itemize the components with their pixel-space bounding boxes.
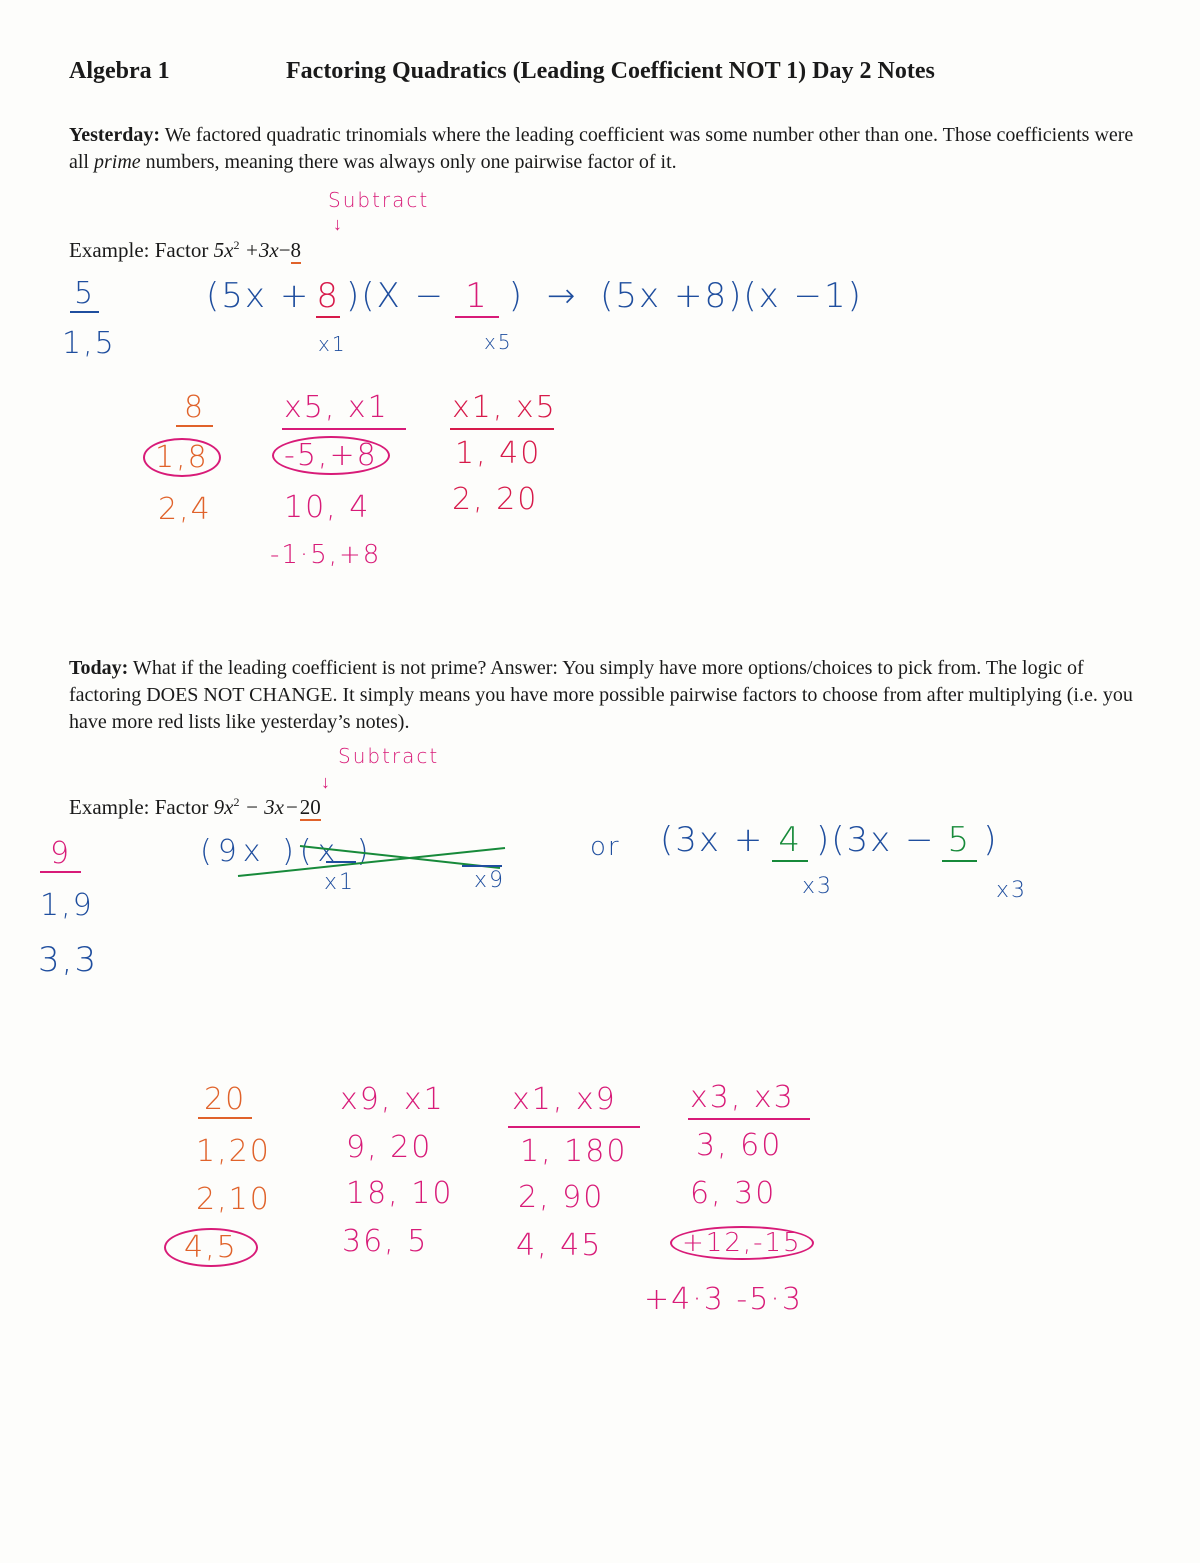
ex1-col-a-row-2: 10, 4 <box>284 490 371 525</box>
arrow-right-icon: → <box>546 276 578 316</box>
ex1-const-head: 8 <box>176 390 213 427</box>
ex2-leading-coef: 9 <box>40 836 81 873</box>
ex2-or: or <box>590 832 621 862</box>
ex1-const-row-2: 2,4 <box>158 492 212 527</box>
ex1-const-row-1: 1,8 <box>143 440 221 475</box>
ex2-crossed-setup: (9x )(x ) <box>200 834 375 869</box>
course-name: Algebra 1 <box>69 58 170 84</box>
ex1-leading-factors: 1,5 <box>62 326 116 361</box>
ex1-mult-1: x1 <box>318 332 347 356</box>
example-1-constant: 8 <box>290 238 302 262</box>
ex2-const-head: 20 <box>198 1082 252 1119</box>
ex1-setup-close: ) <box>508 276 524 316</box>
subtract-note-1: Subtract <box>328 188 430 212</box>
today-label: Today: <box>69 657 129 679</box>
ex1-setup-const1: 8 <box>316 276 340 316</box>
example-2-minus: − <box>285 795 298 819</box>
ex1-mult-2: x5 <box>484 330 513 354</box>
down-arrow-icon: ↓ <box>321 772 330 792</box>
ex2-col-a-row-3: 36, 5 <box>342 1224 429 1259</box>
ex2-alt-close: ) <box>983 820 999 860</box>
ex2-col-a-row-1: 9, 20 <box>346 1130 433 1165</box>
subtract-note-2: Subtract <box>338 744 440 768</box>
ex2-mult-2: x9 <box>474 868 506 893</box>
ex1-leading-coef: 5 <box>70 276 99 313</box>
ex2-col-b-row-1: 1, 180 <box>520 1134 628 1169</box>
example-1-exponent: 2 <box>233 238 240 252</box>
example-1-coef: 5x <box>213 238 234 262</box>
ex2-col-c-head: x3, x3 <box>690 1080 795 1115</box>
example-2-constant: 20 <box>299 795 321 819</box>
ex1-col-b-row-1: 1, 40 <box>455 436 542 471</box>
ex1-col-a-head: x5, x1 <box>284 390 389 425</box>
ex2-col-a-head: x9, x1 <box>340 1082 445 1117</box>
example-2-exponent: 2 <box>233 795 240 809</box>
example-1-minus: − <box>278 238 291 262</box>
example-2-middle: − 3x <box>239 795 284 819</box>
today-text: What if the leading coefficient is not prime? Answer: You simply have more options/choices to pick from. The logic of factoring DOES NOT CHANGE. It simply means you have more possible pairwise factors to choose from after multiplying (i.e. you have more red lists like yesterday’s notes). <box>69 657 1133 733</box>
ex2-col-c-row-1: 3, 60 <box>696 1128 783 1163</box>
ex2-col-c-row-3: +12,-15 <box>670 1228 814 1258</box>
ex2-col-c-rule <box>688 1118 810 1120</box>
ex1-col-b-head: x1, x5 <box>452 390 557 425</box>
ex2-col-c-note: +4·3 -5·3 <box>644 1282 803 1317</box>
yesterday-emphasis: prime <box>94 151 141 173</box>
ex2-alt-mid: )(3x − <box>815 820 936 860</box>
example-2-prefix: Example: Factor <box>69 795 214 819</box>
ex2-alt-mult-2: x3 <box>996 878 1028 903</box>
ex1-setup-mid: )(X − <box>345 276 446 316</box>
ex1-col-a-note: -1·5,+8 <box>270 540 382 570</box>
ex2-alt-mult-1: x3 <box>802 874 834 899</box>
ex2-col-b-rule <box>508 1126 640 1128</box>
ex2-mult-1: x1 <box>324 870 356 895</box>
ex2-leading-factors-2: 3,3 <box>38 940 99 980</box>
page-title: Factoring Quadratics (Leading Coefficient NOT 1) Day 2 Notes <box>286 58 935 84</box>
ex2-leading-factors-1: 1,9 <box>40 888 94 923</box>
ex2-const-row-3: 4,5 <box>164 1230 258 1265</box>
ex1-setup-const2: 1 <box>455 276 499 318</box>
example-2-coef: 9x <box>213 795 234 819</box>
ex2-col-c-row-2: 6, 30 <box>690 1176 777 1211</box>
example-1-prefix: Example: Factor <box>69 238 214 262</box>
ex1-col-a-row-1: -5,+8 <box>272 438 390 473</box>
ex2-col-b-row-3: 4, 45 <box>516 1228 603 1263</box>
ex2-alt-const2: 5 <box>942 820 978 862</box>
ex2-col-a-row-2: 18, 10 <box>346 1176 454 1211</box>
yesterday-text-2: numbers, meaning there was always only one pairwise factor of it. <box>140 151 677 173</box>
example-1-middle: +3x <box>239 238 279 262</box>
down-arrow-icon: ↓ <box>333 214 342 234</box>
ex1-answer: (5x +8)(x −1) <box>600 276 863 316</box>
ex2-alt-open: (3x + <box>660 820 765 860</box>
ex2-const-row-1: 1,20 <box>196 1134 271 1169</box>
ex2-col-b-head: x1, x9 <box>512 1082 617 1117</box>
ex1-col-b-row-2: 2, 20 <box>452 482 539 517</box>
ex2-alt-setup <box>660 820 998 860</box>
ex2-alt-const1: 4 <box>772 820 808 862</box>
ex2-const-row-2: 2,10 <box>196 1182 271 1217</box>
yesterday-text-1: We factored quadratic trinomials where the leading coefficient was some number other than one. Those coefficients were all <box>69 124 1134 173</box>
ex2-col-b-row-2: 2, 90 <box>518 1180 605 1215</box>
yesterday-label: Yesterday: <box>69 124 161 146</box>
ex1-setup-open: (5x + <box>206 276 311 316</box>
